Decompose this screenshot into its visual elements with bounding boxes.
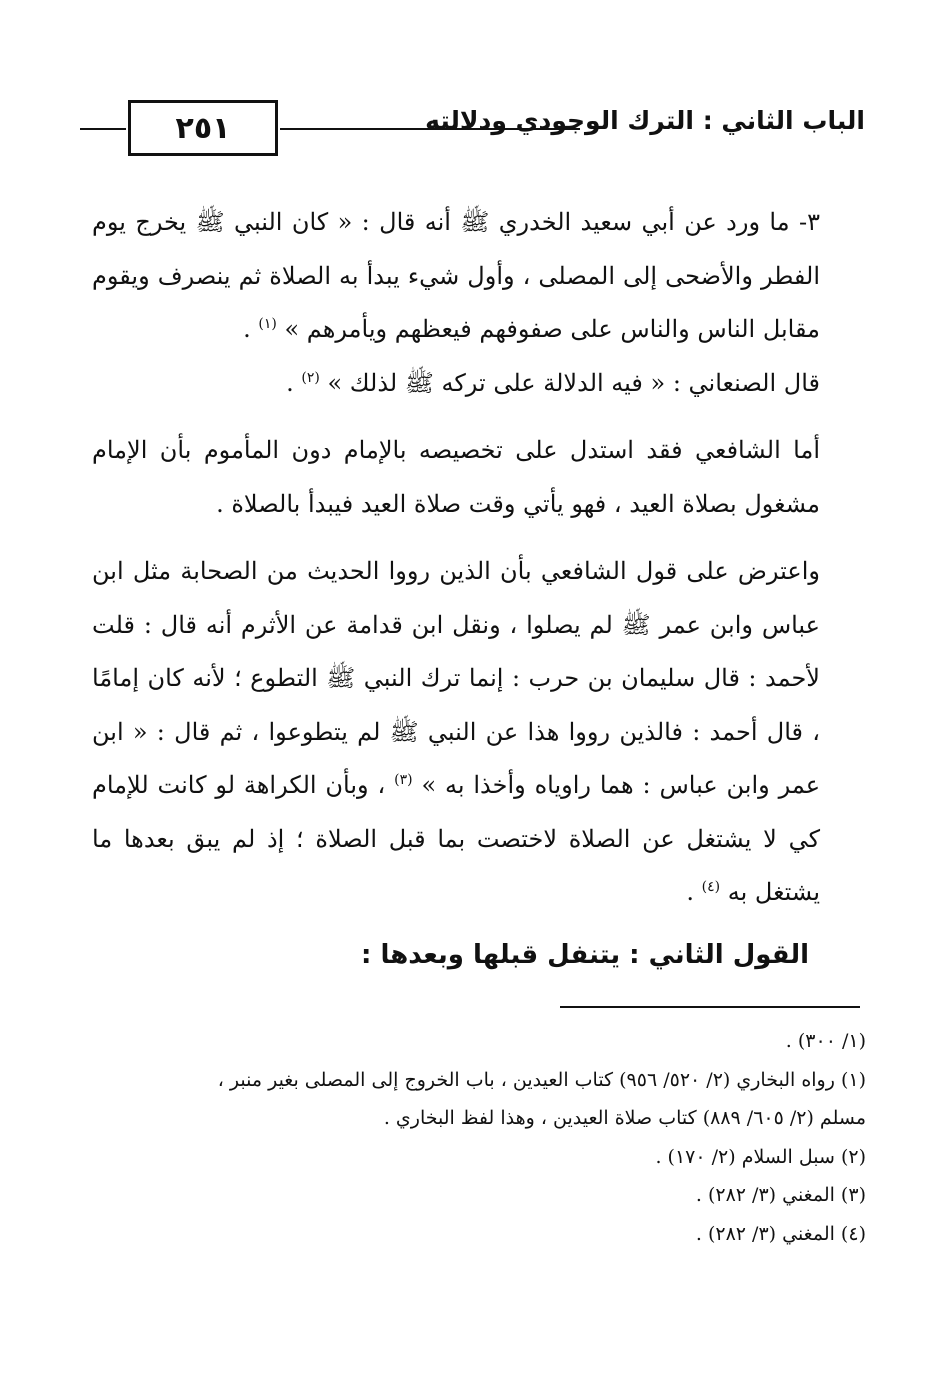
footnote-3: (٣) المغني (٣/ ٢٨٢) .: [695, 1184, 866, 1206]
footnote-separator: [560, 1006, 860, 1008]
header-rule-left: [80, 128, 126, 130]
paragraph-4-end: .: [686, 878, 702, 906]
footnotes: [80, 1022, 866, 1253]
footnote-1b: مسلم (٢/ ٦٠٥/ ٨٨٩) كتاب صلاة العيدين ، وهذا لفظ البخاري .: [383, 1107, 866, 1129]
paragraph-2-text: قال الصنعاني : « فيه الدلالة على تركه ﷺ لذلك »: [327, 368, 820, 397]
paragraph-2-end: .: [286, 368, 302, 397]
section-heading: القول الثاني : يتنفل قبلها وبعدها :: [361, 940, 809, 970]
page-number: ٢٥١: [175, 110, 231, 146]
chapter-title: الباب الثاني : الترك الوجودي ودلالته: [425, 106, 865, 135]
footnote-carry: (١/ ٣٠٠) .: [785, 1030, 866, 1052]
footnote-4: (٤) المغني (٣/ ٢٨٢) .: [695, 1222, 866, 1245]
footnote-ref-3: (٣): [394, 772, 413, 788]
footnote-ref-4: (٤): [701, 879, 721, 895]
paragraph-1: [92, 196, 868, 357]
paragraph-2: [92, 357, 868, 411]
paragraph-1-end: .: [243, 315, 259, 343]
footnote-ref-2: (٢): [301, 369, 320, 386]
paragraph-4: [92, 545, 868, 920]
paragraph-4-text-b: ، وبأن الكراهة لو كانت للإمام كي لا يشتغل عن الصلاة لاختصت بما قبل الصلاة ؛ إذ لم يبق بعدها ما يشتغل به: [92, 771, 820, 906]
main-text: [92, 196, 868, 920]
footnote-2: (٢) سبل السلام (٢/ ١٧٠) .: [655, 1145, 866, 1168]
paragraph-4-text-a: واعترض على قول الشافعي بأن الذين رووا الحديث من الصحابة مثل ابن عباس وابن عمر ﷺ لم يصلوا ، ونقل ابن قدامة عن الأثرم أنه قال : قلت لأحمد : قال سليمان بن حرب : إنما ترك النبي ﷺ التطوع ؛ لأنه كان إمامًا ، قال أحمد : فالذين رووا هذا عن النبي ﷺ لم يتطوعوا ، ثم قال : « ابن عمر وابن عباس : هما راوياه وأخذا به »: [92, 557, 821, 799]
page-header: [80, 94, 865, 164]
paragraph-1-text: ٣- ما ورد عن أبي سعيد الخدري ﷺ أنه قال : « كان النبي ﷺ يخرج يوم الفطر والأضحى إلى المصلى ، وأول شيء يبدأ به الصلاة ثم ينصرف ويقوم مقابل الناس والناس على صفوفهم فيعظهم ويأمرهم »: [92, 208, 820, 343]
paragraph-3: أما الشافعي فقد استدل على تخصيصه بالإمام دون المأموم بأن الإمام مشغول بصلاة العيد ، فهو يأتي وقت صلاة العيد فيبدأ بالصلاة .: [92, 436, 820, 518]
page-number-box: [128, 100, 278, 156]
footnote-1a: (١) رواه البخاري (٢/ ٥٢٠/ ٩٥٦) كتاب العيدين ، باب الخروج إلى المصلى بغير منبر ،: [217, 1068, 866, 1091]
footnote-ref-1: (١): [258, 316, 277, 332]
